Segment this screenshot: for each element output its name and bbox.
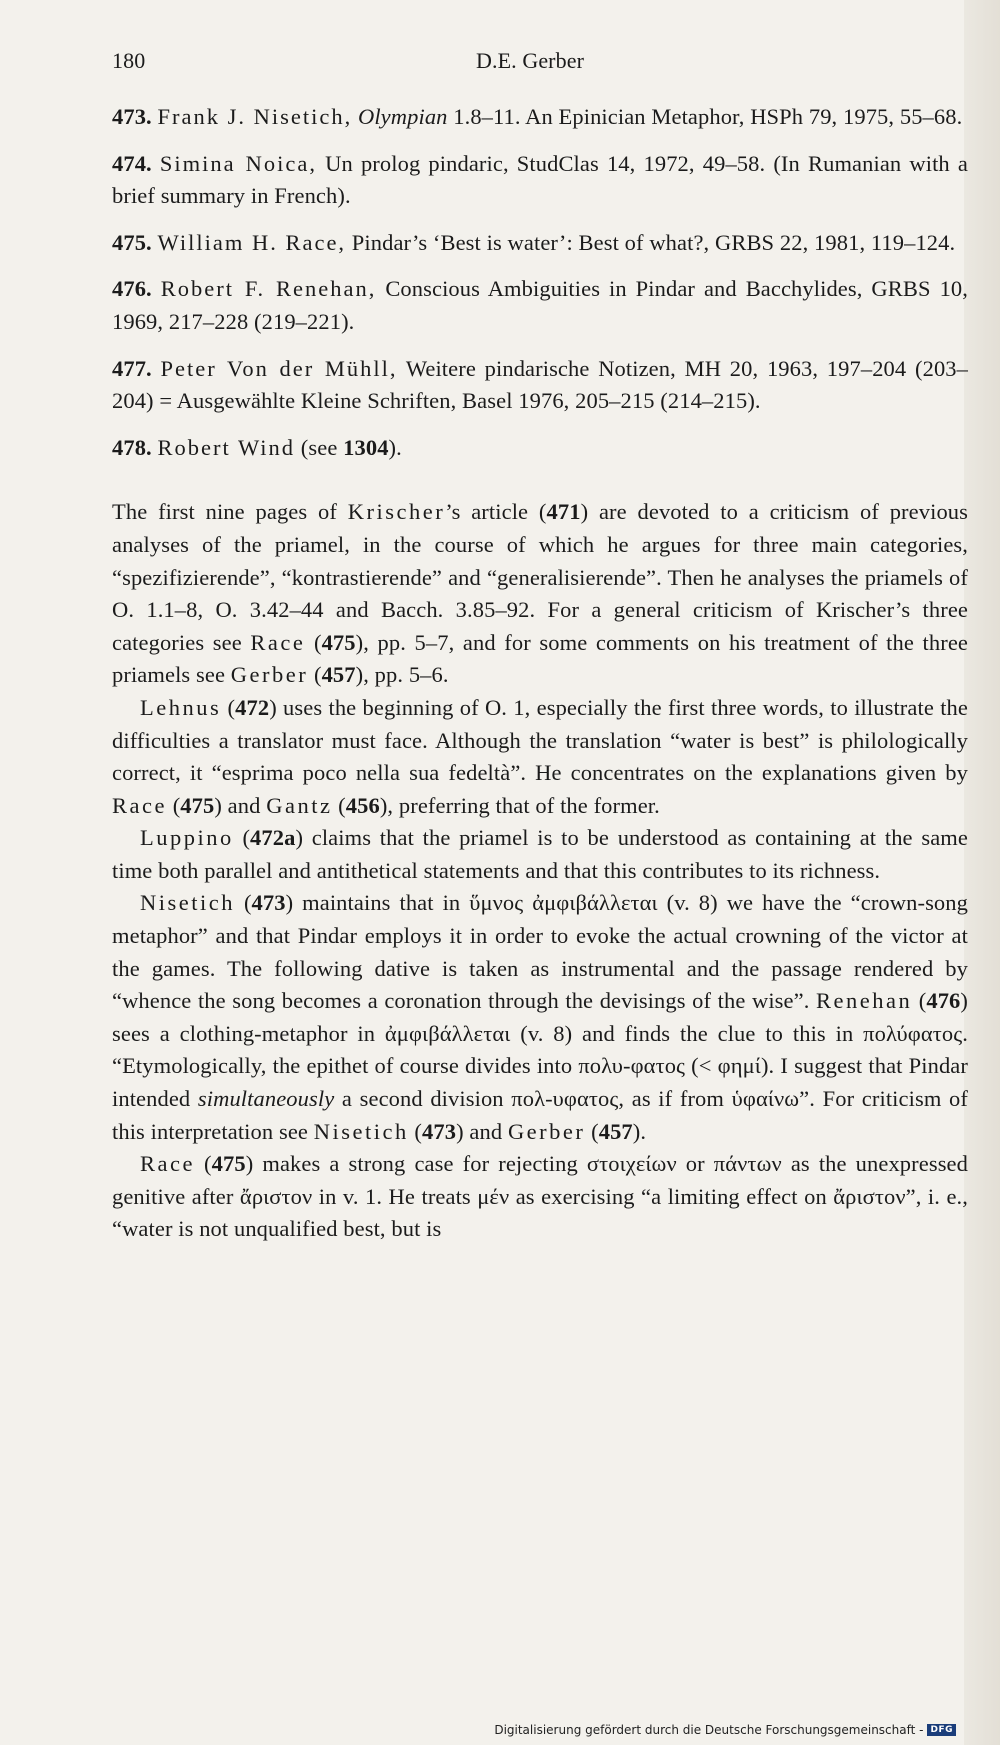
body-paragraph: The first nine pages of Krischer’s article (471) are devoted to a criticism of previous analyses of the priamel, in the course of which he argues for three main categories, “spezifizierende”, “kontrastierende” and “generalisierende”. Then he analyses the priamels of O. 1.1–8, O. 3.42–44 and Bacch. 3.85–92. For a general criticism of Krischer’s three categories see Race (475), pp. 5–7, and for some comments on his treatment of the three priamels see Gerber (457), pp. 5–6.	[112, 499, 968, 688]
dfg-logo: DFG	[927, 1724, 956, 1736]
body-paragraph: Luppino (472a) claims that the priamel is to be understood as containing at the same time both parallel and antithetical statements and that this contributes to its richness.	[112, 825, 968, 883]
body-paragraph: Lehnus (472) uses the beginning of O. 1, especially the first three words, to illustrate the difficulties a translator must face. Although the translation “water is best” is philologically correct, it “esprima poco nella sua fedeltà”. He concentrates on the explanations given by Race (475) and Gantz (456), preferring that of the former.	[112, 694, 968, 818]
page-number: 180	[112, 48, 146, 73]
book-page	[112, 45, 968, 1246]
bibliography-entry: 478. Robert Wind (see 1304).	[112, 434, 402, 460]
bibliography-entry: 473. Frank J. Nisetich, Olympian 1.8–11. An Epinician Metaphor, HSPh 79, 1975, 55–68.	[112, 104, 963, 129]
digitization-footer	[494, 1723, 956, 1737]
bibliography-entry: 475. William H. Race, Pindar’s ‘Best is water’: Best of what?, GRBS 22, 1981, 119–124.	[112, 229, 956, 255]
running-head: D.E. Gerber	[476, 48, 584, 73]
bibliography-list	[112, 101, 968, 464]
bibliography-entry: 476. Robert F. Renehan, Conscious Ambiguities in Pindar and Bacchylides, GRBS 10, 1969, 217–228 (219–221).	[112, 276, 968, 334]
bibliography-entry: 474. Simina Noica, Un prolog pindaric, StudClas 14, 1972, 49–58. (In Rumanian with a brief summary in French).	[112, 150, 968, 209]
footer-text: Digitalisierung gefördert durch die Deutsche Forschungsgemeinschaft -	[494, 1723, 924, 1737]
body-paragraph: Race (475) makes a strong case for rejecting στοιχείων or πάντων as the unexpressed genitive after ἄριστον in v. 1. He treats μέν as exercising “a limiting effect on ἄριστον”, i. e., “water is not unqualified best, but is	[112, 1151, 968, 1242]
bibliography-entry: 477. Peter Von der Mühll, Weitere pindarische Notizen, MH 20, 1963, 197–204 (203–204) = Ausgewählte Kleine Schriften, Basel 1976, 205–215 (214–215).	[112, 355, 968, 414]
page-gutter	[964, 0, 1000, 1745]
page-header	[112, 45, 968, 85]
body-paragraph: Nisetich (473) maintains that in ὕμνος ἀμφιβάλλεται (v. 8) we have the “crown-song metaphor” and that Pindar employs it in order to evoke the actual crowning of the victor at the games. The following dative is taken as instrumental and the passage rendered by “whence the song becomes a coronation through the devisings of the wise”. Renehan (476) sees a clothing-metaphor in ἀμφιβάλλεται (v. 8) and finds the clue to this in πολύφατος. “Etymologically, the epithet of course divides into πολυ-φατος (< φημί). I suggest that Pindar intended simultaneously a second division πολ-υφατος, as if from ὑφαίνω”. For criticism of this interpretation see Nisetich (473) and Gerber (457).	[112, 890, 969, 1144]
